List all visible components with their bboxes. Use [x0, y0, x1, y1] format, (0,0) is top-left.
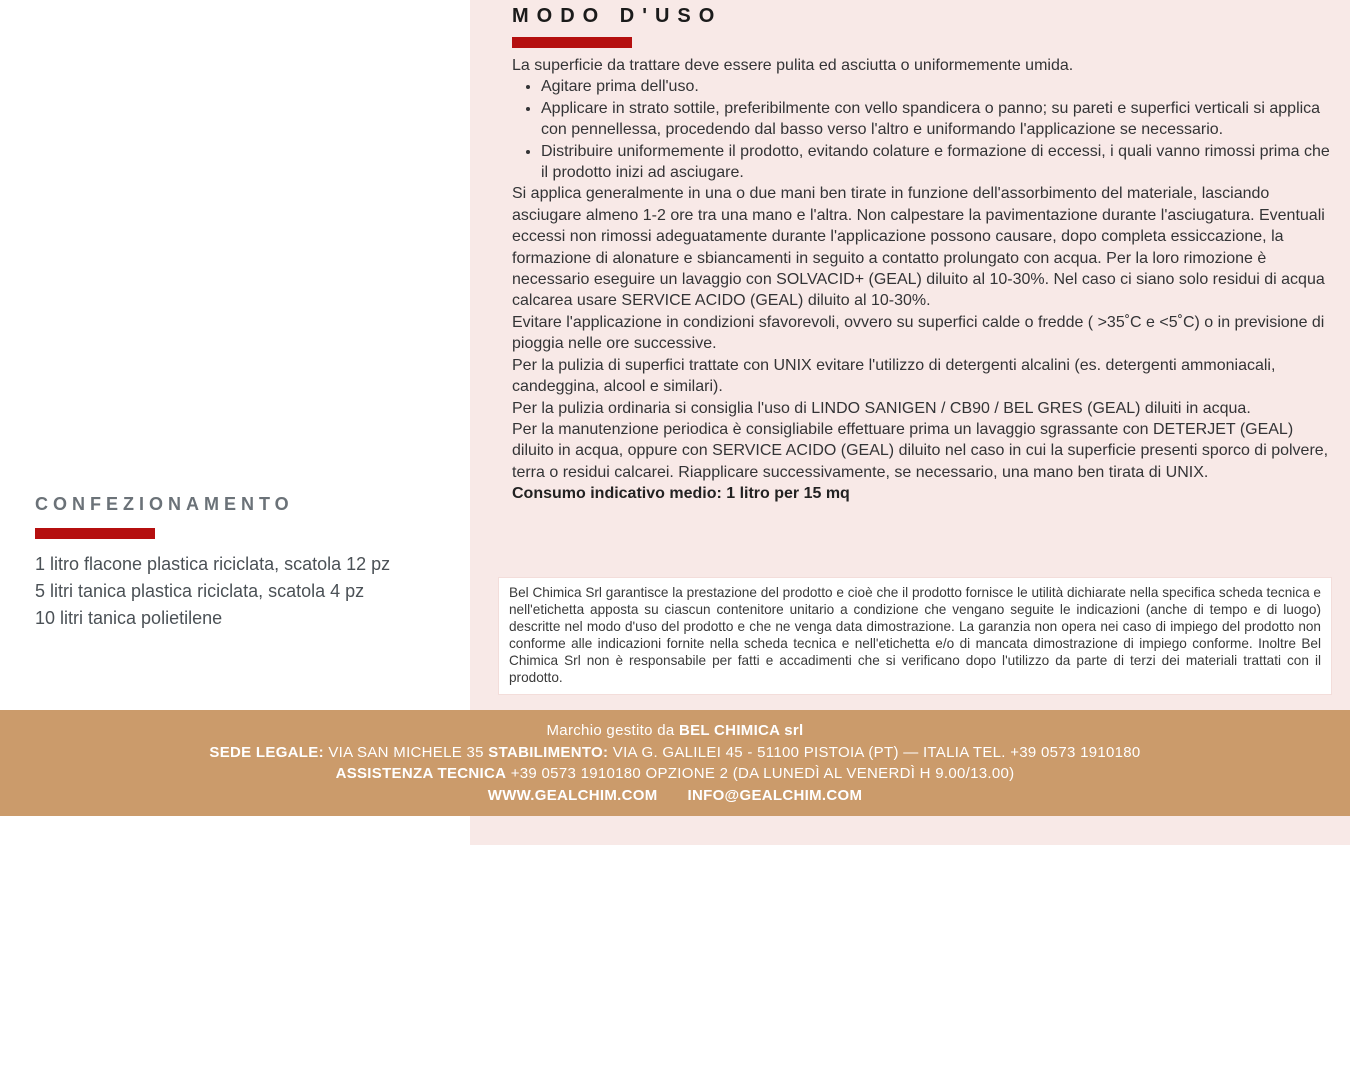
sede-legale-value: VIA SAN MICHELE 35	[323, 743, 489, 761]
packaging-item: 1 litro flacone plastica riciclata, scatola 12 pz	[35, 554, 391, 574]
confezionamento-title: CONFEZIONAMENTO	[35, 494, 294, 514]
confezionamento-section	[35, 494, 465, 632]
packaging-item: 10 litri tanica polietilene	[35, 608, 223, 628]
footer-band	[0, 710, 1350, 816]
guarantee-box	[498, 577, 1332, 695]
usage-paragraph: Si applica generalmente in una o due mani ben tirate in funzione dell'assorbimento del materiale, lasciando asciugare almeno 1-2 ore tra una mano e l'altra. Non calpestare la pavimentazione durante l'asciugatura. Eventuali eccessi non rimossi adeguatamente durante l'applicazione possono causare, dopo completa essiccazione, la formazione di alonature e sbiancamenti in seguito a contatto prolungato con acqua. Per la loro rimozione è necessario eseguire un lavaggio con SOLVACID+ (GEAL) diluito al 10-30%. Nel caso ci siano solo residui di acqua calcarea usare SERVICE ACIDO (GEAL) diluito al 10-30%.	[512, 185, 1325, 310]
usage-paragraph: Per la pulizia ordinaria si consiglia l'uso di LINDO SANIGEN / CB90 / BEL GRES (GEAL) diluiti in acqua.	[512, 399, 1251, 417]
packaging-item: 5 litri tanica plastica riciclata, scatola 4 pz	[35, 581, 365, 601]
brand-prefix: Marchio gestito da	[546, 722, 679, 739]
sede-legale-label: SEDE LEGALE:	[209, 743, 324, 761]
red-accent-bar-confezionamento	[35, 528, 155, 539]
footer-line-address	[0, 742, 1350, 764]
assistenza-value: +39 0573 1910180 OPZIONE 2 (DA LUNEDÌ AL VENERDÌ H 9.00/13.00)	[506, 765, 1015, 782]
stabilimento-label: STABILIMENTO:	[488, 743, 609, 761]
footer-line-contacts	[0, 785, 1350, 807]
guarantee-text: Bel Chimica Srl garantisce la prestazione del prodotto e cioè che il prodotto fornisce le utilità dichiarate nella specifica scheda tecnica e nell'etichetta apposta su ciascun contenitore unitario a condizione che vengano seguite le indicazioni (anche di tempo e di luogo) descritte nel modo d'uso del prodotto e che ne venga data dimostrazione. La garanzia non opera nei caso di impiego del prodotto non conforme alle indicazioni fornite nella scheda tecnica e nell'etichetta e/o di mancata dimostrazione di impiego conforme. Inoltre Bel Chimica Srl non è responsabile per fatti e accadimenti che si verificano dopo l'utilizzo da parte di terzi dei materiali trattati con il prodotto.	[509, 585, 1321, 686]
usage-instructions	[512, 55, 1334, 505]
brand-name: BEL CHIMICA srl	[678, 722, 804, 739]
footer-line-brand	[0, 720, 1350, 742]
email-text: INFO@GEALCHIM.COM	[687, 786, 863, 804]
footer-line-assistance	[0, 763, 1350, 785]
usage-bullet: • Agitare prima dell'uso.	[541, 76, 1334, 97]
usage-bullet-list	[512, 76, 1334, 183]
stabilimento-value: VIA G. GALILEI 45 - 51100 PISTOIA (PT) — ITALIA TEL. +39 0573 1910180	[608, 743, 1141, 761]
usage-paragraph: Per la manutenzione periodica è consigliabile effettuare prima un lavaggio sgrassante con DETERJET (GEAL) diluito in acqua, oppure con SERVICE ACIDO (GEAL) diluito nel caso in cui la superficie presenti sporco di polvere, terra o residui calcarei. Riapplicare successivamente, se necessario, una mano ben tirata di UNIX.	[512, 420, 1329, 481]
usage-paragraph: Per la pulizia di superfici trattate con UNIX evitare l'utilizzo di detergenti alcalini (es. detergenti ammoniacali, candeggina, alcool e similari).	[512, 356, 1276, 396]
packaging-list	[35, 551, 465, 632]
modo-duso-title: MODO D'USO	[512, 5, 723, 27]
website-text: WWW.GEALCHIM.COM	[487, 786, 658, 804]
consumption-note: Consumo indicativo medio: 1 litro per 15 mq	[512, 485, 850, 503]
intro-line: La superficie da trattare deve essere pulita ed asciutta o uniformemente umida.	[512, 57, 1074, 74]
modo-duso-content	[512, 0, 1334, 505]
red-accent-bar-modo	[512, 37, 632, 48]
usage-bullet: • Distribuire uniformemente il prodotto, evitando colature e formazione di eccessi, i quali vanno rimossi prima che il prodotto inizi ad asciugare.	[541, 141, 1334, 184]
usage-paragraph: Evitare l'applicazione in condizioni sfavorevoli, ovvero su superfici calde o fredde ( >35˚C e <5˚C) o in previsione di pioggia nelle ore successive.	[512, 313, 1325, 353]
usage-bullet: • Applicare in strato sottile, preferibilmente con vello spandicera o panno; su pareti e superfici verticali si applica con pennellessa, procedendo dal basso verso l'altro e uniformando l'applicazione se necessario.	[541, 98, 1334, 141]
assistenza-label: ASSISTENZA TECNICA	[335, 765, 507, 782]
